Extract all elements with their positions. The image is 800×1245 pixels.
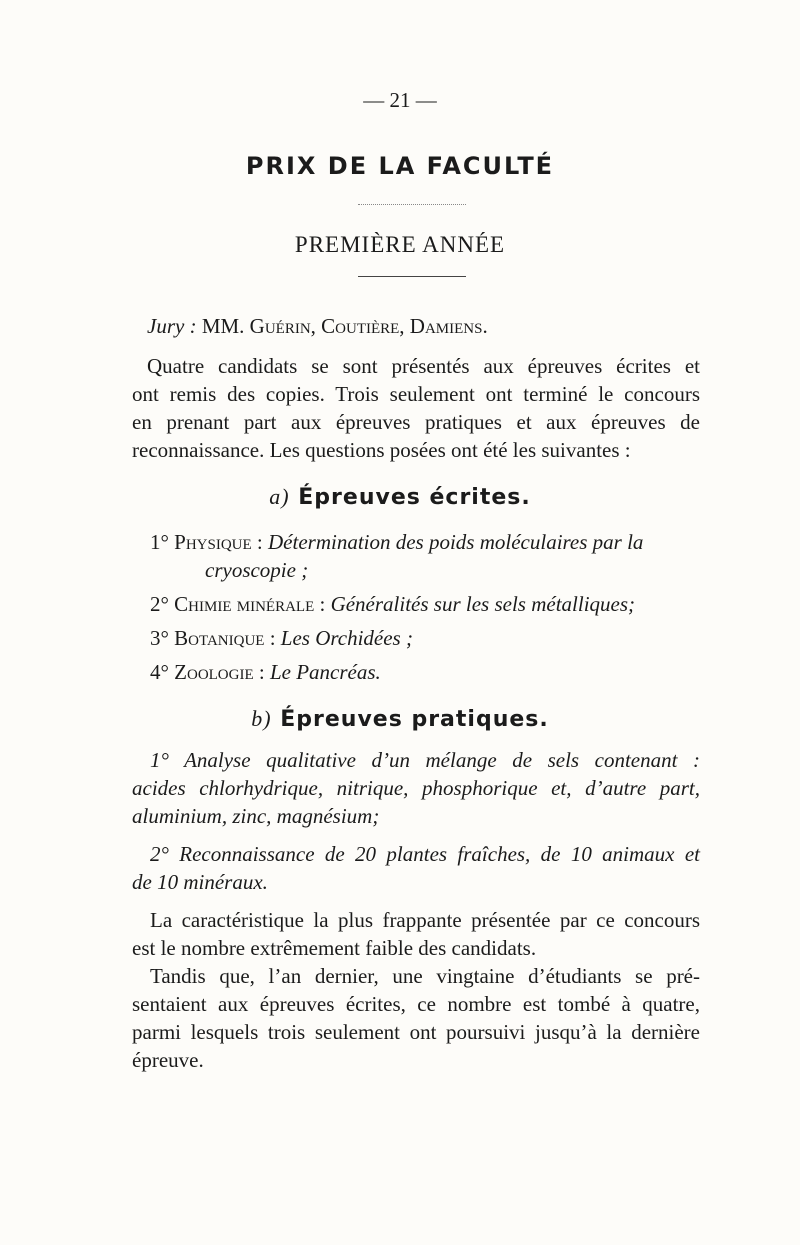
intro-line: ont remis des copies. Trois seulement ont terminé le concours bbox=[132, 382, 700, 406]
written-item bbox=[150, 530, 700, 555]
page-title: PRIX DE LA FACULTÉ bbox=[245, 152, 555, 180]
subtitle: PREMIÈRE ANNÉE bbox=[294, 232, 506, 257]
intro-line: reconnaissance. Les questions posées ont été les suivantes : bbox=[132, 438, 631, 462]
section-letter: b) bbox=[251, 706, 272, 731]
title-rule bbox=[358, 204, 466, 205]
item-text: Détermination des poids moléculaires par la bbox=[268, 530, 644, 554]
section-title: Épreuves pratiques. bbox=[280, 707, 549, 732]
item-number: 3° bbox=[150, 626, 169, 650]
written-item-continuation: cryoscopie ; bbox=[205, 558, 309, 582]
practical-line: acides chlorhydrique, nitrique, phosphorique et, d’autre part, bbox=[132, 776, 700, 800]
conclusion-line: est le nombre extrêmement faible des candidats. bbox=[132, 936, 537, 960]
item-number: 2° bbox=[150, 592, 169, 616]
conclusion-line: Tandis que, l’an dernier, une vingtaine d’étudiants se pré- bbox=[150, 964, 700, 988]
practical-line: 2° Reconnaissance de 20 plantes fraîches, de 10 animaux et bbox=[150, 842, 700, 866]
item-text: Le Pancréas. bbox=[269, 660, 381, 684]
page-number: — 21 — bbox=[363, 88, 437, 112]
jury-label: Jury : bbox=[147, 314, 197, 338]
jury-line bbox=[147, 314, 715, 339]
item-text: Généralités sur les sels métalliques; bbox=[330, 592, 636, 616]
item-subject: Zoologie : bbox=[174, 660, 265, 684]
section-heading-practical bbox=[0, 706, 800, 732]
practical-line: de 10 minéraux. bbox=[132, 870, 268, 894]
intro-line: Quatre candidats se sont présentés aux épreuves écrites et bbox=[147, 354, 700, 378]
practical-line: 1° Analyse qualitative d’un mélange de sels contenant : bbox=[150, 748, 700, 772]
section-heading-written bbox=[0, 484, 800, 510]
conclusion-line: sentaient aux épreuves écrites, ce nombre est tombé à quatre, bbox=[132, 992, 700, 1016]
conclusion-line: parmi lesquels trois seulement ont poursuivi jusqu’à la dernière bbox=[132, 1020, 700, 1044]
section-letter: a) bbox=[269, 484, 290, 509]
jury-members: MM. Guérin, Coutière, Damiens. bbox=[201, 314, 488, 338]
item-subject: Physique : bbox=[174, 530, 263, 554]
item-subject: Botanique : bbox=[174, 626, 276, 650]
item-number: 4° bbox=[150, 660, 169, 684]
written-item bbox=[150, 592, 700, 617]
item-text: Les Orchidées ; bbox=[280, 626, 413, 650]
subtitle-rule bbox=[358, 276, 466, 277]
conclusion-line: La caractéristique la plus frappante présentée par ce concours bbox=[150, 908, 700, 932]
intro-line: en prenant part aux épreuves pratiques et aux épreuves de bbox=[132, 410, 700, 434]
item-subject: Chimie minérale : bbox=[174, 592, 326, 616]
practical-line: aluminium, zinc, magnésium; bbox=[132, 804, 380, 828]
section-title: Épreuves écrites. bbox=[298, 485, 531, 510]
conclusion-line: épreuve. bbox=[132, 1048, 204, 1072]
item-number: 1° bbox=[150, 530, 169, 554]
written-item bbox=[150, 660, 700, 685]
written-item bbox=[150, 626, 700, 651]
